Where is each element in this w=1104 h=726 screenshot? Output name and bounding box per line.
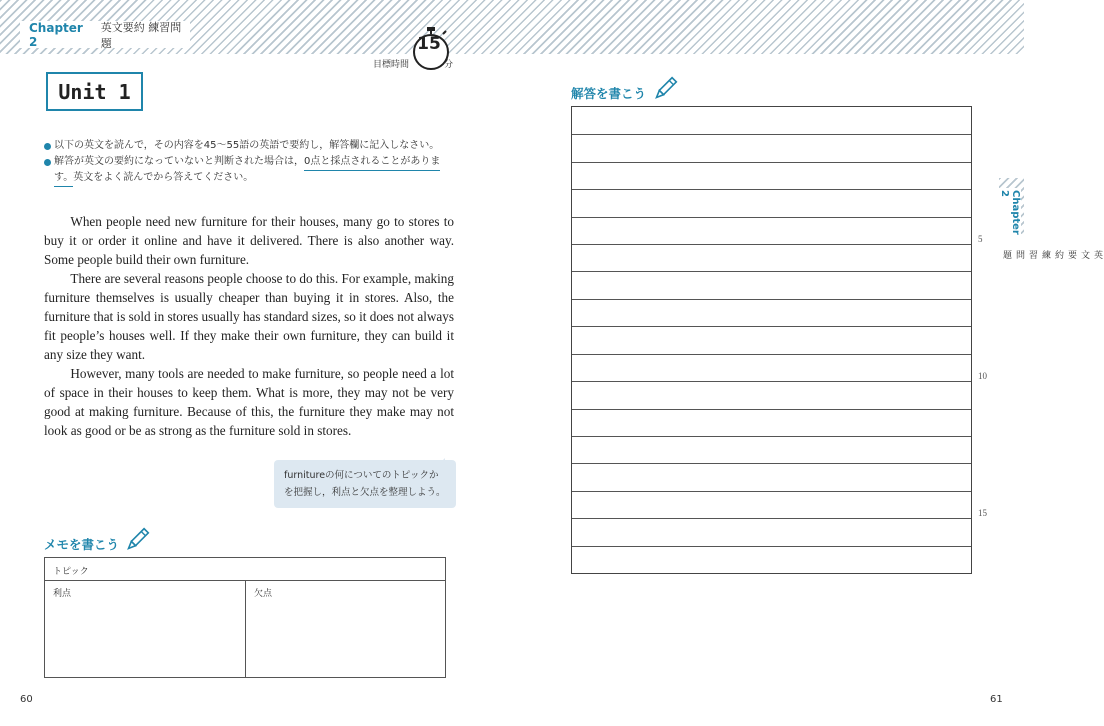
line-number: 10 <box>978 371 987 381</box>
instruction-text: 英文をよく読んでから答えてください。 <box>73 172 254 183</box>
line-number: 5 <box>978 234 983 244</box>
memo-pros-cell[interactable] <box>45 581 246 678</box>
answer-title: 解答を書こう <box>571 86 647 101</box>
memo-cons-cell[interactable] <box>246 581 446 678</box>
page-number-left: 60 <box>20 694 33 705</box>
answer-rule-line <box>572 217 971 218</box>
hint-line: を把握し，利点と欠点を整理しよう。 <box>284 487 446 498</box>
memo-table <box>44 557 446 678</box>
reading-passage <box>44 212 454 440</box>
answer-rule-line <box>572 546 971 547</box>
side-chapter-title: 英文要約 練習問題 <box>1001 250 1102 259</box>
chapter-header <box>20 21 190 48</box>
instruction-underlined-text: 0点と採点されることがありま <box>304 154 440 171</box>
memo-pros-label: 利点 <box>53 589 72 599</box>
side-chapter-number: Chapter 2 <box>999 190 1021 235</box>
instruction-line <box>44 170 464 186</box>
pencil-icon <box>124 527 150 553</box>
memo-topic-cell[interactable] <box>45 558 445 581</box>
passage-paragraph: There are several reasons people choose to do this. For example, making furniture themselves is usually cheaper than buying it in stores. Also, the furniture that is sold in stores usually has standard sizes, so it does not always fit people’s houses well. If they make their own furniture, they can build it any size they want. <box>44 271 454 362</box>
hint-line: furnitureの何についてのトピックか <box>284 470 439 481</box>
timer-label: 目標時間 <box>373 60 410 70</box>
hint-bubble <box>274 460 456 508</box>
answer-rule-line <box>572 518 971 519</box>
answer-rule-line <box>572 271 971 272</box>
instruction-line <box>44 138 464 154</box>
answer-rule-line <box>572 409 971 410</box>
answer-rule-line <box>572 381 971 382</box>
instruction-text: 以下の英文を読んで，その内容を45〜55語の英語で要約し，解答欄に記入しなさい。 <box>54 140 440 151</box>
answer-rule-line <box>572 326 971 327</box>
answer-rule-line <box>572 134 971 135</box>
timer-minutes: 15 <box>417 34 441 54</box>
passage-paragraph: When people need new furniture for their houses, many go to stores to buy it or order it online and have it delivered. There is also another way. Some people build their own furniture. <box>44 214 454 267</box>
instruction-line <box>44 154 464 170</box>
answer-rule-line <box>572 491 971 492</box>
answer-rule-line <box>572 463 971 464</box>
unit-title-box <box>46 72 143 111</box>
bullet-icon <box>44 159 51 166</box>
page-number-right: 61 <box>990 694 1003 705</box>
passage-paragraph: However, many tools are needed to make furniture, so people need a lot of space in their houses to keep them. What is more, they may not be very good at making furniture. Because of this, the furniture they make may not look as good or be as strong as the furniture sold in stores. <box>44 366 454 438</box>
chapter-title: 英文要約 練習問題 <box>100 20 182 50</box>
chapter-number: Chapter 2 <box>29 20 83 49</box>
answer-rule-line <box>572 189 971 190</box>
answer-rule-line <box>572 354 971 355</box>
instructions <box>44 138 464 186</box>
bullet-icon <box>44 143 51 150</box>
timer-unit: 分 <box>444 60 454 70</box>
pencil-icon <box>652 76 678 102</box>
memo-cons-label: 欠点 <box>254 589 273 599</box>
answer-rule-line <box>572 244 971 245</box>
answer-rule-line <box>572 299 971 300</box>
line-number: 15 <box>978 508 987 518</box>
memo-topic-label: トピック <box>53 567 89 577</box>
answer-rule-line <box>572 436 971 437</box>
unit-title: Unit 1 <box>58 79 131 104</box>
memo-title: メモを書こう <box>44 537 120 552</box>
answer-rule-line <box>572 162 971 163</box>
answer-writing-area[interactable] <box>571 106 972 574</box>
instruction-underlined-text: す。 <box>54 170 73 187</box>
instruction-text: 解答が英文の要約になっていないと判断された場合は， <box>54 156 304 167</box>
